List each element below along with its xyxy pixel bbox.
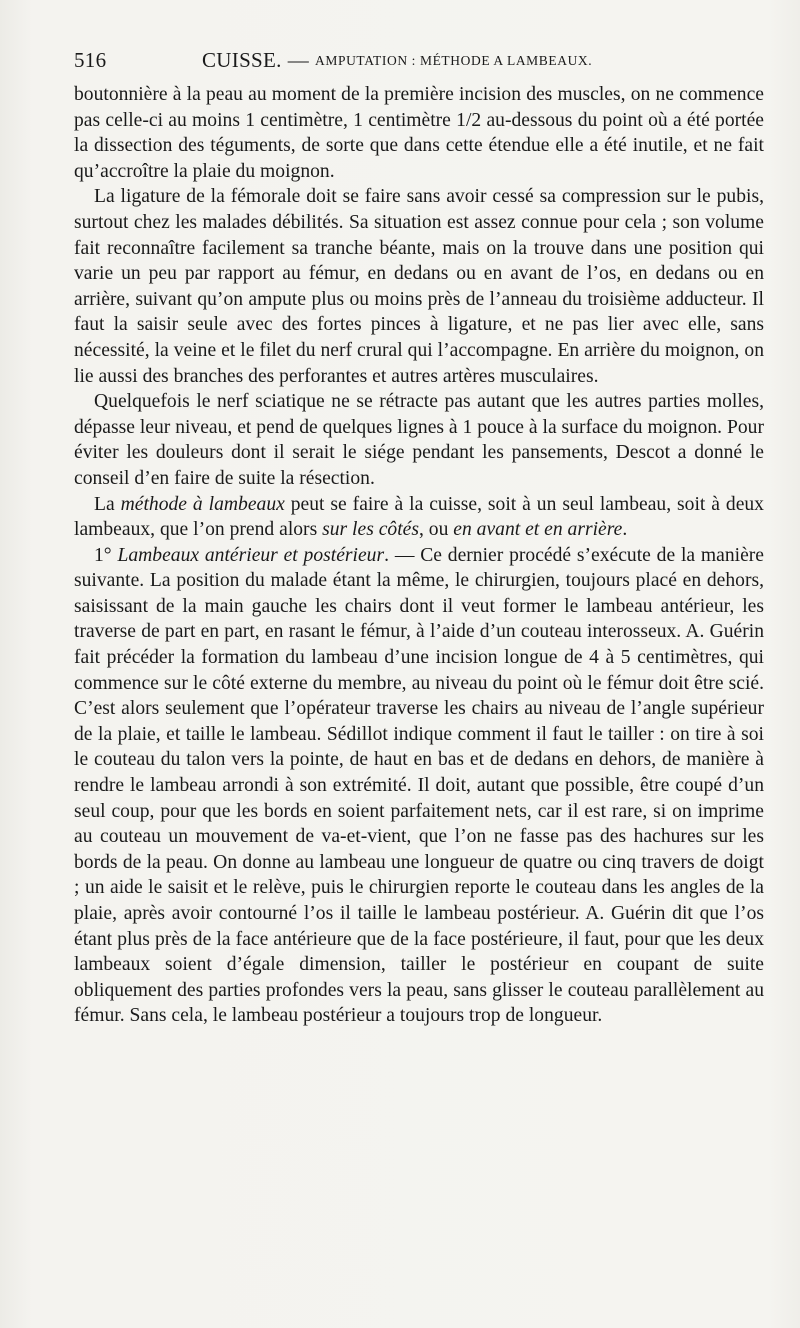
running-title xyxy=(202,38,592,83)
text-run: peut se faire à la cuisse, soit à un seul lambeau, soit à deux lambeaux, que l’on prend alors xyxy=(74,493,764,541)
paragraph xyxy=(74,543,764,1029)
italic-term: en avant et en arrière xyxy=(453,519,623,541)
italic-term: sur les côtés xyxy=(322,519,419,541)
paragraph: La ligature de la fémorale doit se faire sans avoir cessé sa compression sur le pubis, surtout chez les malades débilités. Sa situation est assez connue pour cela ; son volume fait reconnaître facilement sa tranche béante, mais on la trouve dans une position qui varie un peu par rapport au fémur, en dedans ou en avant de l’os, en dedans ou en arrière, suivant qu’on ampute plus ou moins près de l’anneau du troisième adducteur. Il faut la saisir seule avec des fortes pinces à ligature, et ne pas lier avec elle, sans nécessité, la veine et le filet du nerf crural qui l’accompagne. En arrière du moignon, on lie aussi des branches des perforantes et autres artères musculaires. xyxy=(74,186,764,387)
title-dash: — xyxy=(287,48,310,72)
text-run: . xyxy=(622,519,628,541)
italic-term: méthode à lambeaux xyxy=(120,493,285,515)
text-run: La xyxy=(94,493,121,515)
body-text xyxy=(74,82,764,1029)
chapter-title: CUISSE. xyxy=(202,48,282,72)
italic-heading: Lambeaux antérieur et postérieur xyxy=(117,544,385,566)
paragraph: boutonnière à la peau au moment de la première incision des muscles, on ne commence pas celle-ci au moins 1 centimètre, 1 centimètre 1/2 au-dessous du point où a été portée la dissection des téguments, de sorte que dans cette étendue elle a été inutile, et ne fait qu’accroître la plaie du moignon. xyxy=(74,84,764,182)
paragraph xyxy=(74,492,764,543)
paragraph: Quelquefois le nerf sciatique ne se rétracte pas autant que les autres parties molles, dépasse leur niveau, et pend de quelques lignes à 1 pouce à la surface du moignon. Pour éviter les douleurs dont il serait le siége pendant les pansements, Descot a donné le conseil d’en faire de suite la résection. xyxy=(74,391,764,489)
text-run: , ou xyxy=(418,519,454,541)
page-number: 516 xyxy=(74,48,107,72)
section-subtitle: AMPUTATION : MÉTHODE A LAMBEAUX. xyxy=(315,53,593,68)
running-head xyxy=(74,38,762,82)
text-run: 1° xyxy=(94,544,118,566)
text-run: . — Ce dernier procédé s’exécute de la manière suivante. La position du malade étant la même, le chirurgien, toujours placé en dehors, saisissant de la main gauche les chairs dont il veut former le lambeau antérieur, les traverse de part en part, en rasant le fémur, à l’aide d’un couteau interosseux. A. Guérin fait précéder la formation du lambeau d’une incision longue de 4 à 5 centimètres, qui commence sur le côté externe du membre, au niveau du point où le fémur doit être scié. C’est alors seulement que l’opérateur traverse les chairs au niveau de l’angle supérieur de la plaie, et taille le lambeau. Sédillot indique comment il faut le tailler : on tire à soi le couteau du talon vers la pointe, de haut en bas et de dedans en dehors, de manière à rendre le lambeau arrondi à son extrémité. Il doit, autant que possible, être coupé d’un seul coup, pour que les bords en soient parfaitement nets, car il est rare, si on imprime au couteau un mouvement de va-et-vient, que l’on ne fasse pas des hachures sur les bords de la peau. On donne au lambeau une longueur de quatre ou cinq travers de doigt ; un aide le saisit et le relève, puis le chirurgien reporte le couteau dans les angles de la plaie, après avoir contourné l’os il taille le lambeau postérieur. A. Guérin dit que l’os étant plus près de la face antérieure que de la face postérieure, il faut, pour que les deux lambeaux soient d’égale dimension, tailler le postérieur en coupant de suite obliquement des parties profondes vers la peau, sans glisser le couteau parallèlement au fémur. Sans cela, le lambeau postérieur a toujours trop de longueur. xyxy=(74,544,765,1027)
